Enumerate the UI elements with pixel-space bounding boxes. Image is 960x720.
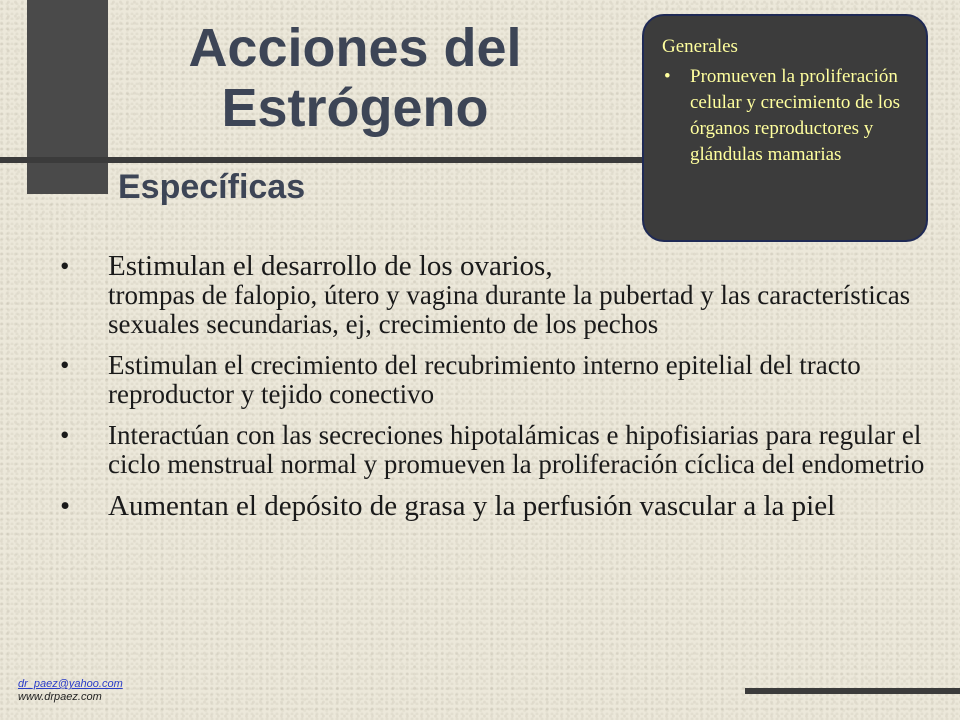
slide-subtitle: Específicas bbox=[118, 168, 306, 206]
bullet-icon: • bbox=[60, 350, 70, 380]
list-item-text-rest: trompas de falopio, útero y vagina durante la pubertad y las características sexuales secundarias, ej, crecimiento de los pechos bbox=[108, 280, 911, 339]
slide-title-line-1: Acciones del bbox=[188, 18, 522, 78]
slide-title-line-2: Estrógeno bbox=[221, 78, 489, 138]
list-item bbox=[58, 351, 953, 409]
decorative-dark-bar bbox=[27, 0, 108, 194]
list-item bbox=[58, 421, 953, 479]
author-email-link[interactable]: dr_paez@yahoo.com bbox=[18, 678, 123, 690]
list-item-text: Estimulan el crecimiento del recubrimiento interno epitelial del tracto reproductor y tejido conectivo bbox=[108, 350, 861, 409]
list-item bbox=[58, 491, 953, 522]
generales-callout-box bbox=[642, 14, 928, 242]
list-item-text: Interactúan con las secreciones hipotalámicas e hipofisiarias para regular el ciclo menstrual normal y promueven la proliferación cíclica del endometrio bbox=[108, 420, 925, 479]
callout-item-text: Promueven la proliferación celular y crecimiento de los órganos reproductores y glándulas mamarias bbox=[690, 66, 900, 165]
bottom-divider-rule bbox=[745, 688, 960, 694]
list-item-text: Aumentan el depósito de grasa y la perfusión vascular a la piel bbox=[108, 490, 836, 522]
author-website: www.drpaez.com bbox=[18, 691, 102, 703]
list-item-text-first: Estimulan el desarrollo de los ovarios, bbox=[108, 250, 553, 282]
callout-heading: Generales bbox=[662, 36, 738, 57]
slide-title bbox=[115, 18, 595, 138]
callout-list-item bbox=[662, 64, 912, 168]
list-item bbox=[58, 252, 953, 339]
bullet-icon: • bbox=[664, 66, 671, 87]
bullet-icon: • bbox=[60, 251, 70, 281]
specific-actions-list bbox=[58, 252, 953, 534]
footer-credits bbox=[18, 678, 123, 704]
bullet-icon: • bbox=[60, 420, 70, 450]
title-divider-rule bbox=[0, 157, 660, 163]
bullet-icon: • bbox=[60, 490, 71, 522]
